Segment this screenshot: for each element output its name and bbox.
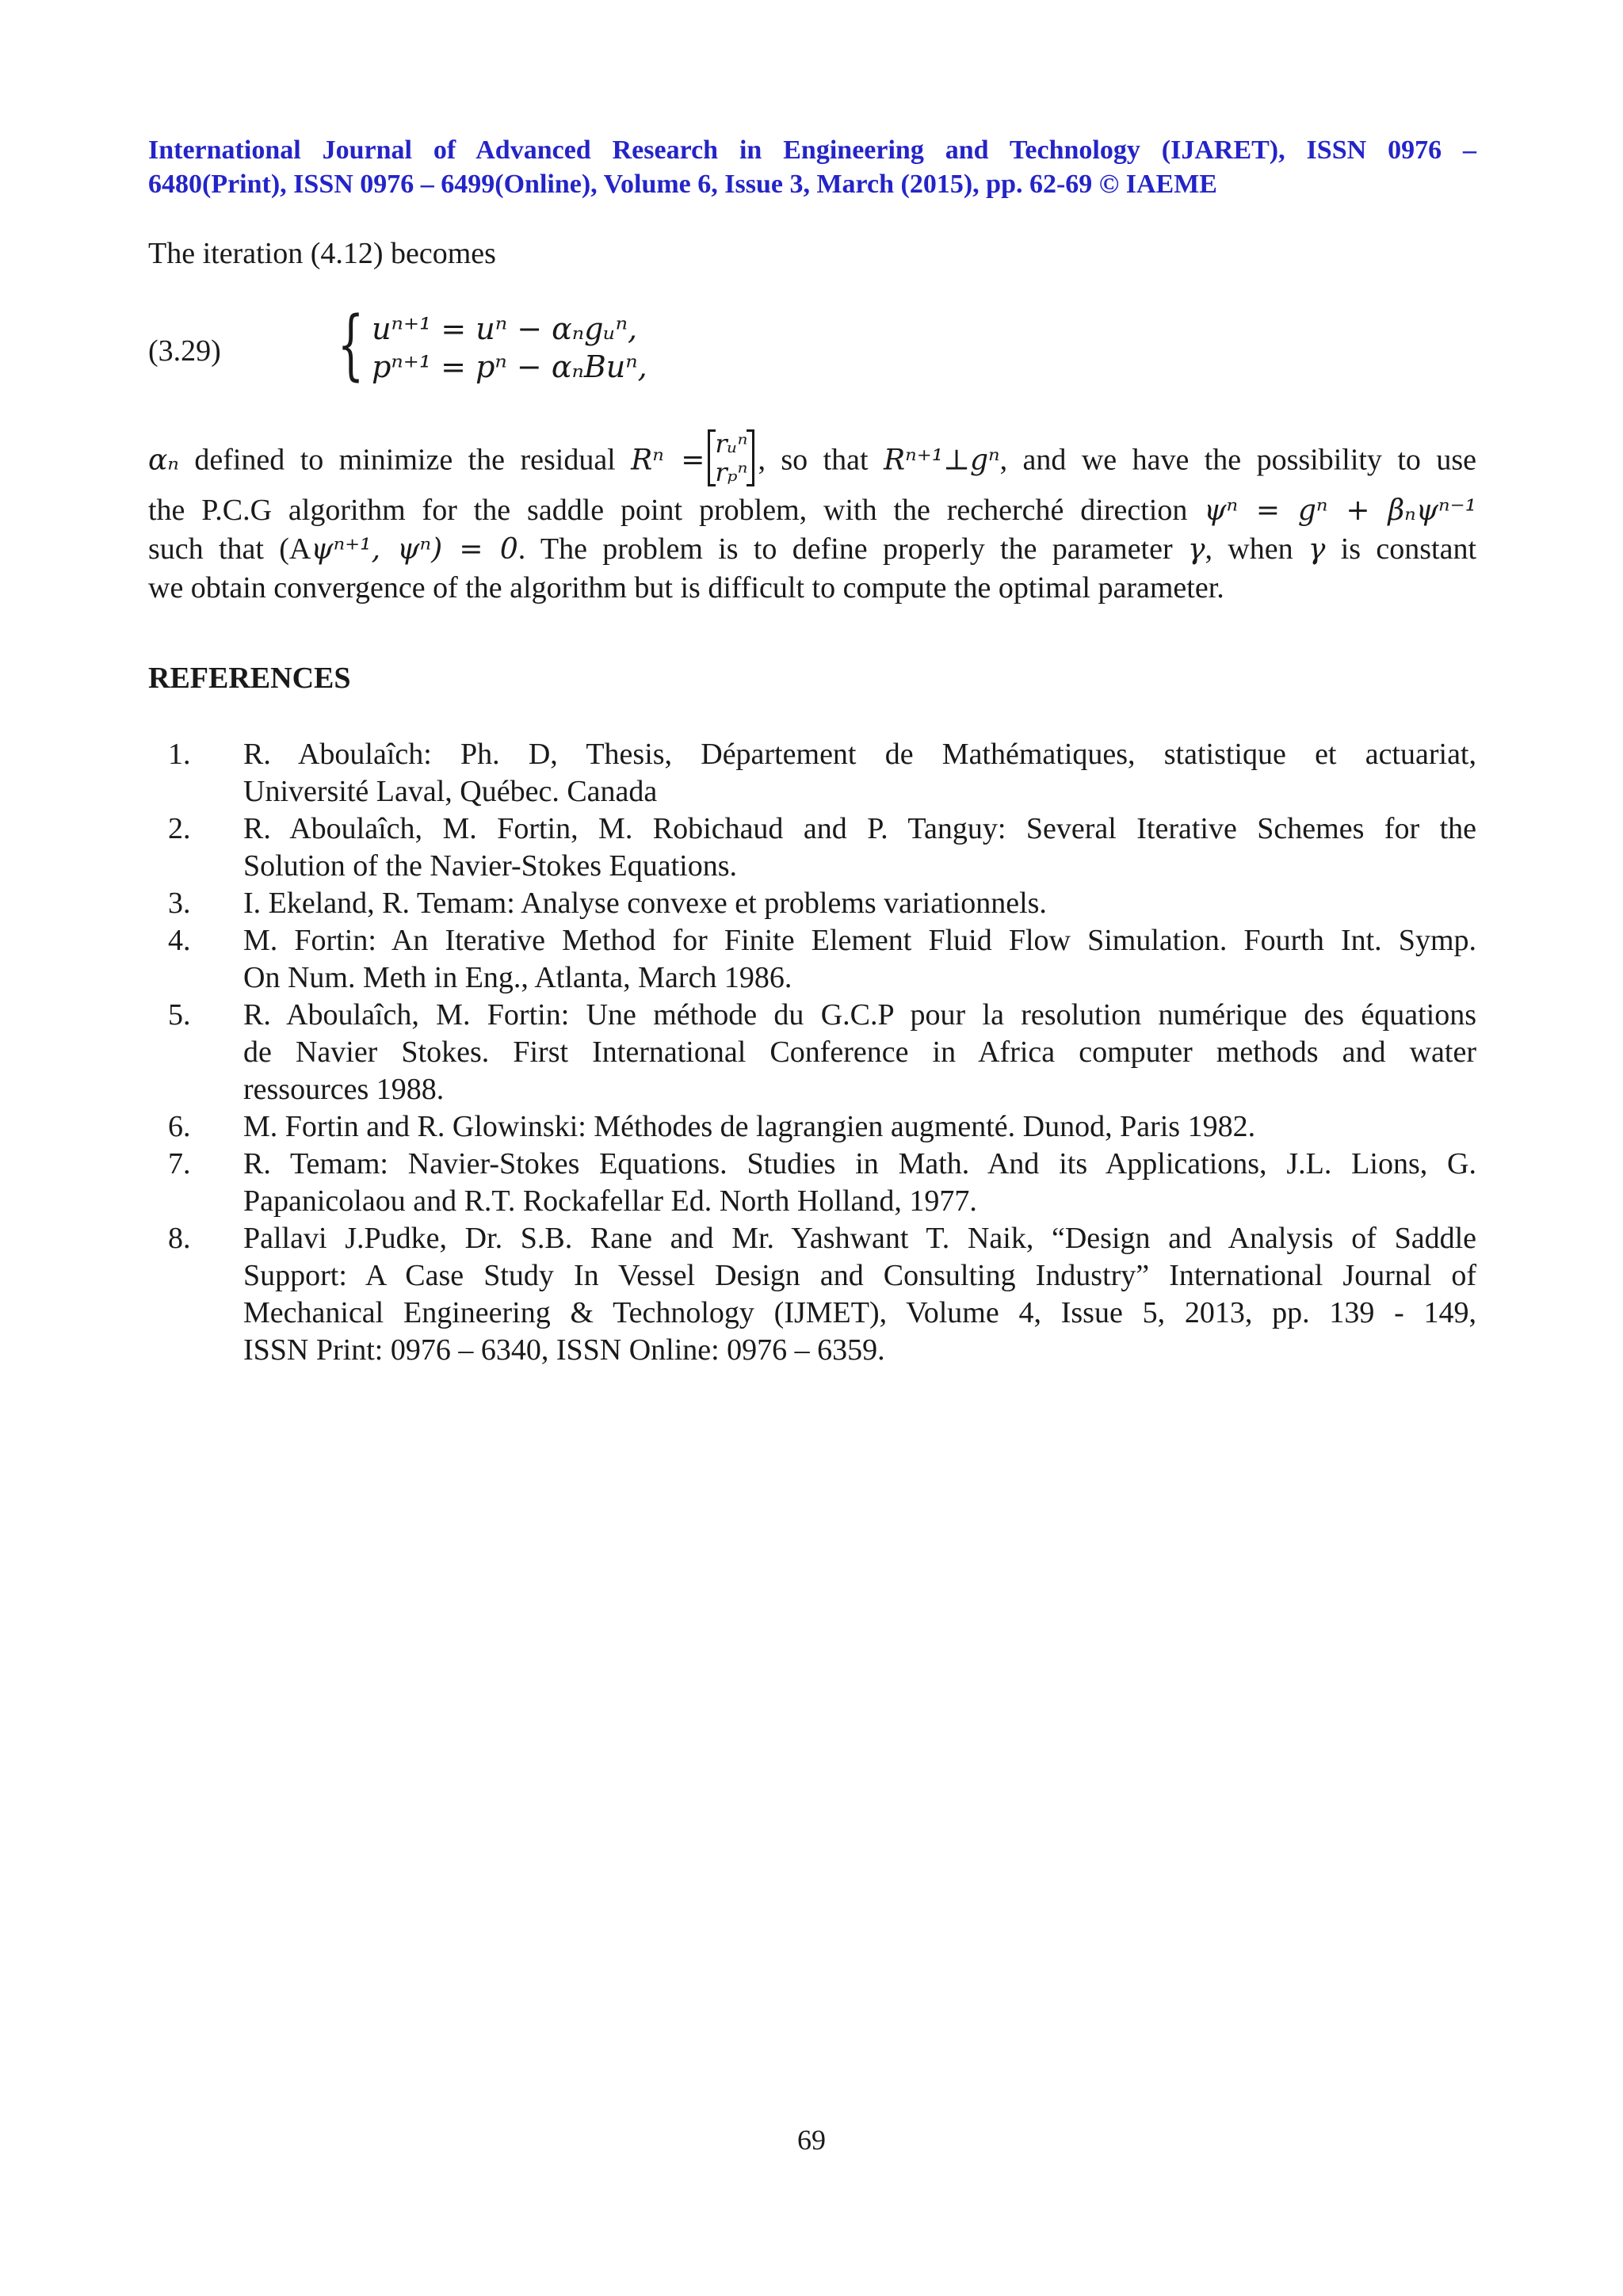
reference-item: 1. R. Aboulaîch: Ph. D, Thesis, Département de Mathématiques, statistique et actuariat, Université Laval, Québec. Canada [168,738,1476,808]
reference-item: 2. R. Aboulaîch, M. Fortin, M. Robichaud and P. Tanguy: Several Iterative Schemes for the Solution of the Navier-Stokes Equations. [168,812,1476,883]
journal-header-line-2: 6480(Print), ISSN 0976 – 6499(Online), Volume 6, Issue 3, March (2015), pp. 62-69 © IAEME [148,170,1217,199]
equation-line-2: pⁿ⁺¹ = pⁿ − αₙBuⁿ, [372,349,647,384]
journal-header-line-1: International Journal of Advanced Research in Engineering and Technology (IJARET), ISSN 0976 – [148,135,1476,165]
brace-symbol: { [337,300,365,389]
equation-system [327,300,647,391]
intro-text: The iteration (4.12) becomes [148,237,496,270]
residual-matrix: rᵤⁿ rₚⁿ [708,429,754,486]
reference-item: 7. R. Temam: Navier-Stokes Equations. Studies in Math. And its Applications, J.L. Lions, G. Papanicolaou and R.T. Rockafellar Ed. North Holland, 1977. [168,1147,1476,1218]
page-number: 69 [797,2124,826,2156]
reference-item: 3. I. Ekeland, R. Temam: Analyse convexe et problems variationnels. [168,887,1047,920]
reference-item: 6. M. Fortin and R. Glowinski: Méthodes de lagrangien augmenté. Dunod, Paris 1982. [168,1110,1256,1143]
reference-item: 5. R. Aboulaîch, M. Fortin: Une méthode du G.C.P pour la resolution numérique des équations de Navier Stokes. First International Conference in Africa computer methods and water ressources 1988. [168,998,1476,1106]
reference-item: 4. M. Fortin: An Iterative Method for Finite Element Fluid Flow Simulation. Fourth Int. Symp. On Num. Meth in Eng., Atlanta, March 1986. [168,924,1476,994]
paragraph-line-3: such that (Aψⁿ⁺¹, ψⁿ) = 0. The problem is to define properly the parameter γ, when γ is constant [148,532,1477,566]
paragraph-line-2: the P.C.G algorithm for the saddle point problem, with the recherché direction ψⁿ = gⁿ + βₙψⁿ⁻¹ [148,494,1476,527]
equation-line-1: uⁿ⁺¹ = uⁿ − αₙgᵤⁿ, [372,311,638,346]
journal-header [148,133,1476,201]
body-paragraph [148,429,1477,607]
reference-item: 8. Pallavi J.Pudke, Dr. S.B. Rane and Mr. Yashwant T. Naik, “Design and Analysis of Saddle Support: A Case Study In Vessel Design and Consulting Industry” International Journal of Mechanical Engineering & Technology (IJMET), Volume 4, Issue 5, 2013, pp. 139 - 149, ISSN Print: 0976 – 6340, ISSN Online: 0976 – 6359. [168,1222,1476,1367]
equation-number: (3.29) [148,334,221,368]
paragraph-line-4: we obtain convergence of the algorithm but is difficult to compute the optimal parameter. [148,571,1224,605]
paragraph-line-1: αₙ defined to minimize the residual Rⁿ = rᵤⁿ rₚⁿ , so that Rⁿ⁺¹⊥gⁿ, and we have the possibility to use [148,429,1476,487]
references-heading: REFERENCES [148,662,351,695]
references-list [148,736,1476,1369]
